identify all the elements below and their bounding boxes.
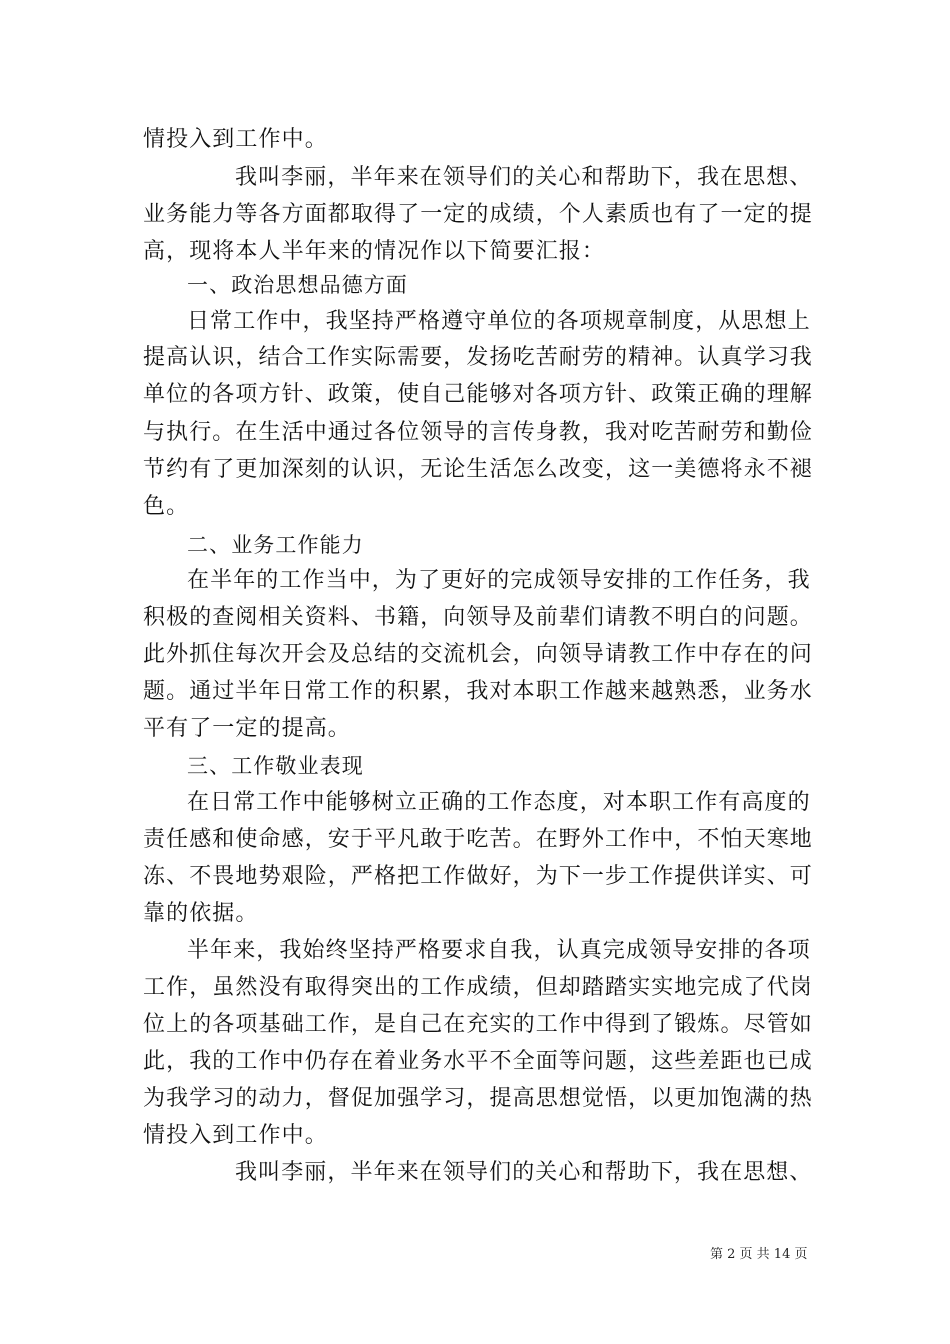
section-heading: 三、工作敬业表现: [187, 754, 364, 778]
text-line: 冻、不畏地势艰险，严格把工作做好，为下一步工作提供详实、可: [143, 864, 813, 889]
text-line: 提高认识，结合工作实际需要，发扬吃苦耐劳的精神。认真学习我: [143, 345, 813, 370]
text-line: 节约有了更加深刻的认识，无论生活怎么改变，这一美德将永不褪: [143, 457, 813, 482]
text-line: 半年来，我始终坚持严格要求自我，认真完成领导安排的各项: [187, 938, 811, 963]
text-line: 责任感和使命感，安于平凡敢于吃苦。在野外工作中，不怕天寒地: [143, 827, 813, 852]
text-line: 在半年的工作当中，为了更好的完成领导安排的工作任务，我: [187, 568, 811, 593]
text-line: 工作，虽然没有取得突出的工作成绩，但却踏踏实实地完成了代岗: [143, 975, 813, 1000]
section-heading: 一、政治思想品德方面: [187, 273, 408, 297]
text-line: 我叫李丽，半年来在领导们的关心和帮助下，我在思想、: [235, 165, 813, 190]
text-line: 为我学习的动力，督促加强学习，提高思想觉悟，以更加饱满的热: [143, 1086, 813, 1111]
text-line: 我叫李丽，半年来在领导们的关心和帮助下，我在思想、: [235, 1160, 813, 1185]
text-line: 此，我的工作中仍存在着业务水平不全面等问题，这些差距也已成: [143, 1049, 813, 1074]
text-line: 积极的查阅相关资料、书籍，向领导及前辈们请教不明白的问题。: [143, 605, 813, 630]
page-number: 第 2 页 共 14 页: [710, 1247, 808, 1262]
text-line: 单位的各项方针、政策，使自己能够对各项方针、政策正确的理解: [143, 382, 813, 407]
text-line: 情投入到工作中。: [143, 1123, 328, 1148]
text-line: 靠的依据。: [143, 901, 259, 926]
text-line: 色。: [143, 494, 190, 519]
text-line: 此外抓住每次开会及总结的交流机会，向领导请教工作中存在的问: [143, 642, 813, 667]
text-line: 业务能力等各方面都取得了一定的成绩，个人素质也有了一定的提: [143, 202, 813, 227]
section-heading: 二、业务工作能力: [187, 533, 364, 557]
text-line: 情投入到工作中。: [143, 127, 328, 152]
text-line: 题。通过半年日常工作的积累，我对本职工作越来越熟悉，业务水: [143, 679, 813, 704]
text-line: 与执行。在生活中通过各位领导的言传身教，我对吃苦耐劳和勤俭: [143, 420, 813, 445]
text-line: 高，现将本人半年来的情况作以下简要汇报：: [143, 239, 606, 264]
text-line: 日常工作中，我坚持严格遵守单位的各项规章制度，从思想上: [187, 309, 811, 334]
text-line: 在日常工作中能够树立正确的工作态度，对本职工作有高度的: [187, 790, 811, 815]
text-line: 平有了一定的提高。: [143, 716, 351, 741]
text-line: 位上的各项基础工作，是自己在充实的工作中得到了锻炼。尽管如: [143, 1012, 813, 1037]
